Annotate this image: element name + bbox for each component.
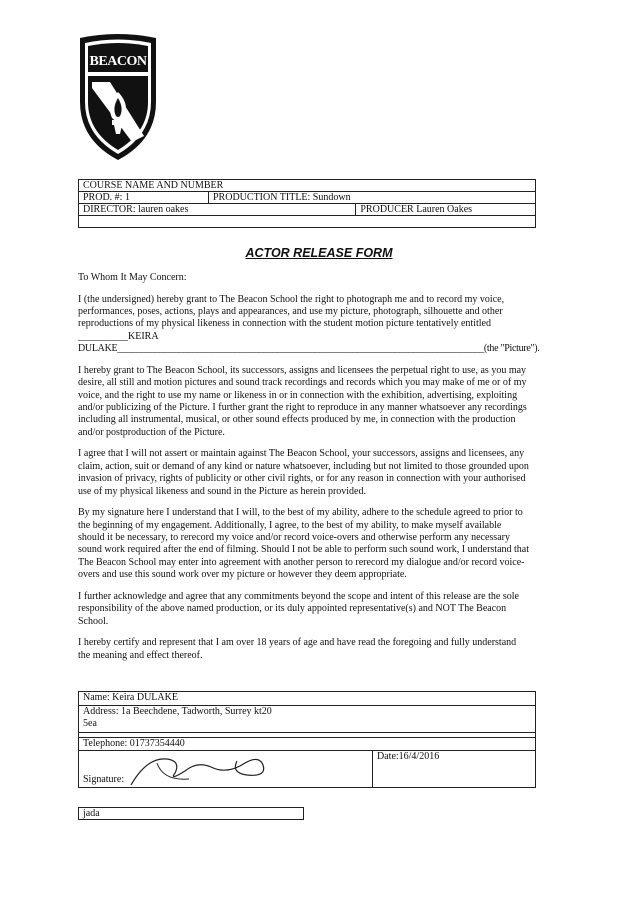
svg-text:BEACON: BEACON <box>89 54 147 69</box>
address-line-1: Address: 1a Beechdene, Tadworth, Surrey kt20 <box>83 706 272 717</box>
handwritten-signature-icon <box>127 751 277 787</box>
text-line: claim, action, suit or demand of any kind or nature whatsoever, including but not limited to those grounded upon <box>78 460 529 472</box>
form-title: ACTOR RELEASE FORM <box>245 246 393 260</box>
text-line: By my signature here I understand that I will, to the best of my ability, adhere to the schedule agreed to prior to <box>78 507 523 519</box>
text-line: performances, poses, actions, plays and appearances, and use my picture, photograph, silhouette and other <box>78 306 503 317</box>
signature-label: Signature: <box>83 774 125 785</box>
telephone-field[interactable]: Telephone: 01737354440 <box>79 738 536 751</box>
text-line: voice, and the right to use my name or likeness in or in connection with the exhibition, advertising, exploiting <box>78 389 518 401</box>
form-body <box>78 272 542 671</box>
text-line: responsibility of the above named production, or its duly appointed representative(s) and NOT The Beacon <box>78 603 507 615</box>
text-line: including all instrumental, musical, or other sound effects produced by me, in connection with the production <box>78 414 516 426</box>
extra-field[interactable]: jada <box>78 807 304 820</box>
paragraph-grant-rights <box>78 294 542 356</box>
address-field[interactable] <box>79 706 536 733</box>
paragraph-perpetual-use <box>78 365 542 439</box>
signature-table <box>78 691 536 788</box>
text-line: invasion of privacy, rights of publicity or other civil rights, or for any reason in connection with your authorised <box>78 473 526 485</box>
text-line: __________KEIRA <box>78 330 159 342</box>
text-line: and/or postproduction of the Picture. <box>78 426 225 438</box>
text-line: I hereby certify and represent that I am over 18 years of age and have read the foregoing and fully understand <box>78 637 517 649</box>
text-line: and/or publicizing of the Picture. I further grant the right to reproduce in any manner whatsoever any recordings <box>78 402 527 414</box>
text-line: I hereby grant to The Beacon School, its successors, assigns and licensees the perpetual right to use, as you may <box>78 364 527 376</box>
director-cell: DIRECTOR: lauren oakes <box>79 204 356 216</box>
signature-field[interactable] <box>79 751 373 788</box>
text-line: I (the undersigned) hereby grant to The Beacon School the right to photograph me and to record my voice, <box>78 293 505 305</box>
prod-number-cell: PROD. #: 1 <box>79 192 209 204</box>
paragraph-no-claims <box>78 448 542 498</box>
text-line: I agree that I will not assert or maintain against The Beacon School, your successors, assigns and licensees, any <box>78 448 525 460</box>
name-field[interactable]: Name: Keira DULAKE <box>79 692 536 706</box>
production-title-cell: PRODUCTION TITLE: Sundown <box>209 192 536 204</box>
production-info-table <box>78 179 536 228</box>
text-line: use of my physical likeness and sound in the Picture as herein provided. <box>78 485 366 497</box>
producer-cell: PRODUCER Lauren Oakes <box>356 204 536 216</box>
text-line: School. <box>78 615 109 627</box>
text-line: the meaning and effect thereof. <box>78 649 203 661</box>
text-line: desire, all still and motion pictures and sound track recordings and records which you may make of me or of my <box>78 377 527 389</box>
paragraph-schedule <box>78 507 542 581</box>
paragraph-acknowledgement <box>78 591 542 628</box>
text-line: the beginning of my engagement. Additionally, I agree, to the best of my ability, to make myself available <box>78 519 502 531</box>
paragraph-certification <box>78 637 542 662</box>
text-line: DULAKE______________________________________________________________________________(the "Picture"). <box>78 343 540 355</box>
address-line-2: 5ea <box>83 718 97 729</box>
course-cell: COURSE NAME AND NUMBER <box>79 180 536 192</box>
text-line: should it be necessary, to rerecord my voice and/or record voice-overs and otherwise perform any necessary <box>78 532 510 544</box>
blank-cell <box>79 216 536 228</box>
text-line: reproductions of my physical likeness in connection with the student motion picture tentatively entitled <box>78 318 491 330</box>
text-line: overs and use this sound work over my picture or however they deem appropriate. <box>78 569 407 581</box>
beacon-school-crest-logo <box>76 32 160 164</box>
text-line: I further acknowledge and agree that any commitments beyond the scope and intent of this release are the sole <box>78 590 519 602</box>
text-line: sound work required after the end of filming. Should I not be able to perform such sound work, I understand that <box>78 544 530 556</box>
date-field[interactable]: Date:16/4/2016 <box>373 751 536 788</box>
text-line: The Beacon School may enter into agreement with another person to rerecord my dialogue and/or record voice- <box>78 556 525 568</box>
salutation: To Whom It May Concern: <box>78 272 187 283</box>
